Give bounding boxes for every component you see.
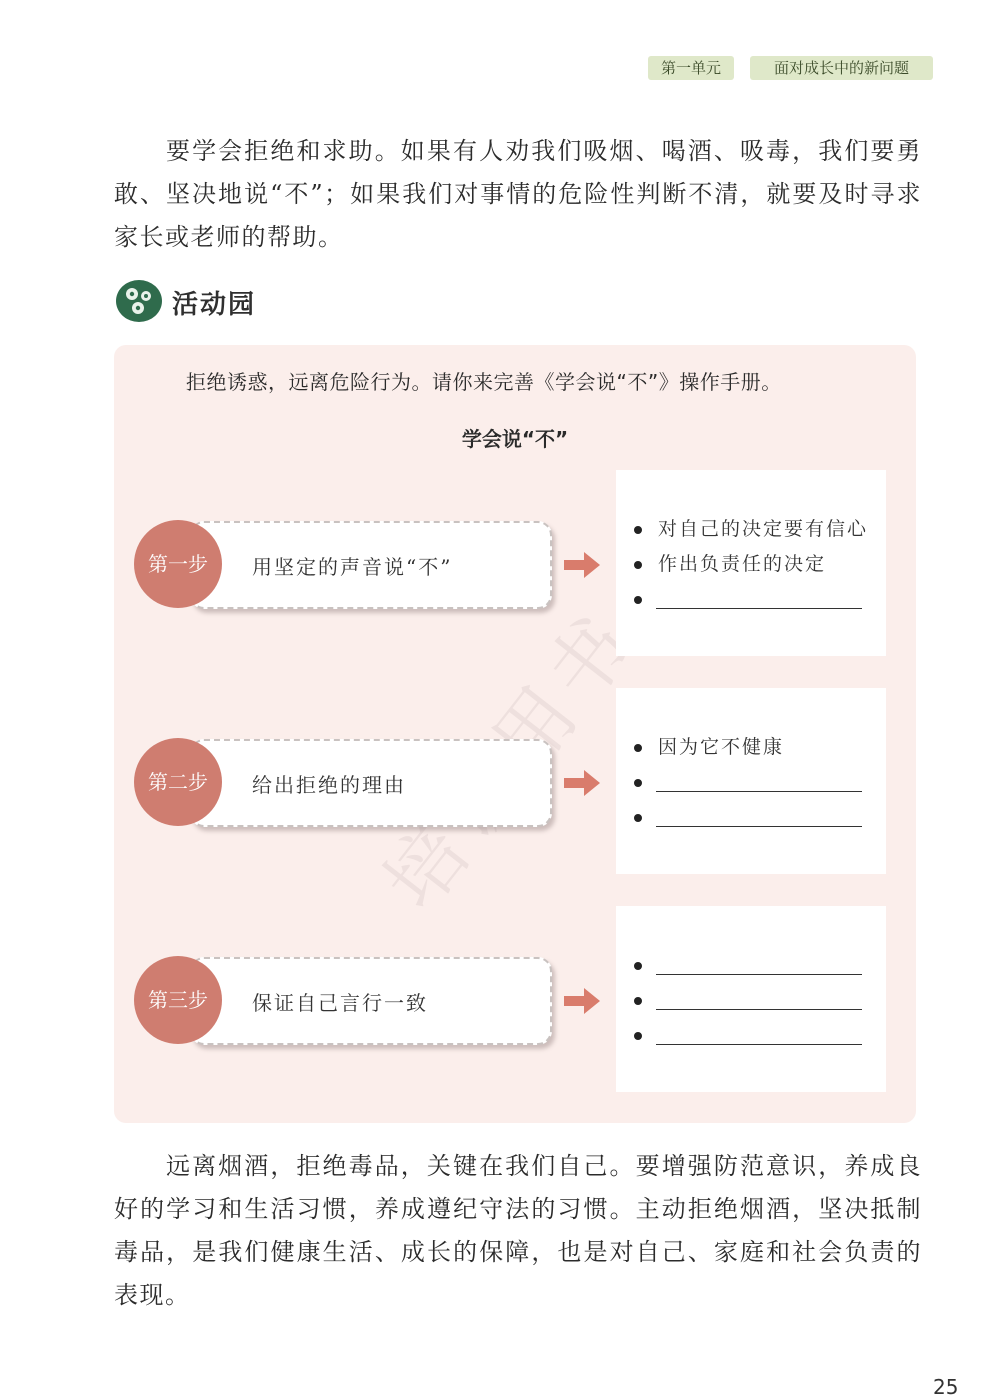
note-text: 因为它不健康 (658, 736, 785, 758)
step-3-text: 保证自己言行一致 (252, 991, 428, 1015)
activity-icon (116, 280, 162, 322)
arrow-right-icon (564, 988, 600, 1014)
bullet-icon (634, 997, 642, 1005)
header-title: 面对成长中的新问题 (750, 56, 933, 80)
arrow-right-icon (564, 552, 600, 578)
activity-instruction: 拒绝诱惑，远离危险行为。请你来完善《学会说“不”》操作手册。 (186, 370, 782, 394)
bullet-icon (634, 596, 642, 604)
bullet-icon (634, 814, 642, 822)
fill-in-blank[interactable] (656, 1009, 862, 1010)
note-item (616, 549, 876, 583)
paragraph-intro: 要学会拒绝和求助。如果有人劝我们吸烟、喝酒、吸毒，我们要勇敢、坚决地说“不”；如果我们对事情的危险性判断不清，就要及时寻求家长或老师的帮助。 (114, 137, 922, 251)
step-2-text: 给出拒绝的理由 (252, 773, 406, 797)
step-2-badge: 第二步 (134, 738, 222, 826)
bullet-icon (634, 526, 642, 534)
arrow-right-icon (564, 770, 600, 796)
fill-in-blank[interactable] (656, 791, 862, 792)
bullet-icon (634, 744, 642, 752)
note-item-blank[interactable] (616, 985, 876, 1019)
step-1-notes (616, 470, 886, 656)
step-3-badge: 第三步 (134, 956, 222, 1044)
bullet-icon (634, 561, 642, 569)
page-number: 25 (933, 1375, 959, 1399)
note-item-blank[interactable] (616, 584, 876, 618)
note-item-blank[interactable] (616, 1020, 876, 1054)
step-3-notes (616, 906, 886, 1092)
bullet-icon (634, 1032, 642, 1040)
bullet-icon (634, 962, 642, 970)
note-text: 作出负责任的决定 (658, 553, 827, 575)
bullet-icon (634, 779, 642, 787)
note-item-blank[interactable] (616, 802, 876, 836)
activity-subtitle: 学会说“不” (461, 427, 569, 451)
note-text: 对自己的决定要有信心 (658, 518, 869, 540)
note-item (616, 514, 876, 548)
step-2-notes (616, 688, 886, 874)
note-item-blank[interactable] (616, 767, 876, 801)
header-unit: 第一单元 (648, 56, 734, 80)
step-1-badge: 第一步 (134, 520, 222, 608)
fill-in-blank[interactable] (656, 1044, 862, 1045)
paragraph-conclusion: 远离烟酒，拒绝毒品，关键在我们自己。要增强防范意识，养成良好的学习和生活习惯，养成遵纪守法的习惯。主动拒绝烟酒，坚决抵制毒品，是我们健康生活、成长的保障，也是对自己、家庭和社会负责的表现。 (114, 1152, 922, 1309)
note-item (616, 732, 876, 766)
fill-in-blank[interactable] (656, 974, 862, 975)
fill-in-blank[interactable] (656, 608, 862, 609)
fill-in-blank[interactable] (656, 826, 862, 827)
step-1-text: 用坚定的声音说“不” (252, 555, 453, 579)
note-item-blank[interactable] (616, 950, 876, 984)
activity-title: 活动园 (172, 290, 257, 320)
